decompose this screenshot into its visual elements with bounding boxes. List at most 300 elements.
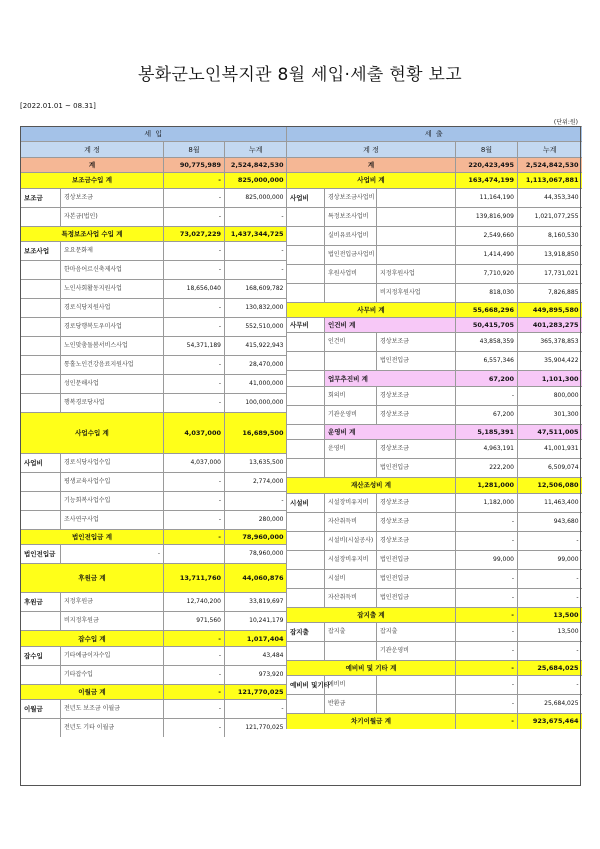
expense-source: 경상보조금 [377,531,456,550]
expense-source: 경상보조금 [377,493,456,512]
expense-cum-value: 1,113,067,881 [518,173,582,188]
expense-source: 경상보조금 [377,405,456,424]
expense-source [377,188,456,207]
revenue-cum-value: 168,609,782 [225,279,287,298]
expense-cum-value: 13,918,850 [518,245,582,264]
expense-group [287,588,325,607]
revenue-cum-value: 78,960,000 [225,545,287,564]
revenue-month-value: 12,740,200 [164,593,225,612]
expense-col-account: 계 정 [287,142,456,157]
expense-month-value: 67,200 [456,405,518,424]
revenue-month-value: - [164,260,225,279]
expense-row [287,371,582,386]
revenue-item: 기능회복사업수입 [61,491,164,510]
expense-group [287,207,325,226]
revenue-month-value: - [164,207,225,226]
revenue-cum-value: 28,470,000 [225,355,287,374]
expense-source: 비지정후원사업 [377,283,456,302]
expense-cum-value: 8,160,530 [518,226,582,245]
expense-subsection-label: 인건비 계 [325,317,456,332]
expense-section-label: 예비비 및 기타 계 [287,660,456,675]
expense-row [287,302,582,317]
revenue-item: 전년도 기타 이월금 [61,719,164,738]
revenue-month-value: - [164,317,225,336]
expense-row [287,531,582,550]
unit-label: (단위:원) [553,119,578,126]
expense-source: 법인전입금 [377,459,456,478]
revenue-row [21,453,287,472]
expense-month-value: 163,474,199 [456,173,518,188]
revenue-cum-value: 2,774,000 [225,472,287,491]
expense-item: 시설장비유지비 [325,493,377,512]
revenue-cum-value: 1,437,344,725 [225,226,287,241]
expense-group [287,695,325,714]
revenue-group: 법인전입금 [21,545,61,564]
expense-subsection-label: 업무추진비 계 [325,371,456,386]
revenue-month-value: - [164,631,225,646]
revenue-month-value [164,545,225,564]
revenue-item: 전년도 보조금 이월금 [61,700,164,719]
revenue-month-value: - [164,374,225,393]
revenue-cum-value: - [225,207,287,226]
expense-month-value: 99,000 [456,550,518,569]
revenue-cum-value: 121,770,025 [225,719,287,738]
revenue-cum-value: 78,960,000 [225,529,287,544]
expense-cum-value: - [518,676,582,695]
expense-cum-value: - [518,569,582,588]
expense-source: 경상보조금 [377,440,456,459]
expense-source: 경상보조금 [377,512,456,531]
expense-month-value: 55,668,296 [456,302,518,317]
expense-month-value: 11,164,190 [456,188,518,207]
expense-section-label: 사무비 계 [287,302,456,317]
expense-row [287,405,582,424]
expense-month-value: - [456,641,518,660]
revenue-section-label: 후원금 계 [21,564,164,593]
revenue-item: 노인사회활동지원사업 [61,279,164,298]
revenue-col-month: 8월 [164,142,225,157]
expense-source: 법인전입금 [377,352,456,371]
revenue-row [21,684,287,699]
expense-cum-value: 12,506,080 [518,478,582,493]
expense-source: 법인전입금 [377,550,456,569]
revenue-section-label: 잡수입 계 [21,631,164,646]
expense-row [287,714,582,729]
expense-row [287,641,582,660]
expense-source: 잡지출 [377,622,456,641]
expense-cum-value: 44,353,340 [518,188,582,207]
revenue-cum-value: 41,000,000 [225,374,287,393]
expense-month-value: - [456,695,518,714]
revenue-row [21,374,287,393]
revenue-item: 성인문해사업 [61,374,164,393]
revenue-item: 자본금(법인) [61,207,164,226]
expense-item [325,459,377,478]
expense-row [287,173,582,188]
revenue-group [21,260,61,279]
expense-month-value: 222,200 [456,459,518,478]
expense-cum-value: 41,001,931 [518,440,582,459]
revenue-table [20,126,287,737]
expense-row [287,226,582,245]
revenue-row [21,700,287,719]
revenue-row [21,646,287,665]
expense-group [287,405,325,424]
expense-item: 반환금 [325,695,377,714]
revenue-total-month: 90,775,989 [164,157,225,172]
expense-month-value: 139,816,909 [456,207,518,226]
expense-month-value: 1,182,000 [456,493,518,512]
revenue-group [21,336,61,355]
revenue-month-value: 73,027,229 [164,226,225,241]
expense-cum-value: 7,826,885 [518,283,582,302]
expense-row [287,660,582,675]
revenue-row [21,665,287,684]
revenue-row [21,529,287,544]
expense-total-label: 계 [287,157,456,172]
expense-row [287,588,582,607]
expense-item: 기관운영비 [325,405,377,424]
expense-cum-value: - [518,588,582,607]
revenue-section-label: 법인전입금 계 [21,529,164,544]
revenue-group [21,491,61,510]
expense-item: 자산취득비 [325,588,377,607]
expense-cum-value: 17,731,021 [518,264,582,283]
revenue-row [21,279,287,298]
expense-cum-value: 449,895,580 [518,302,582,317]
revenue-item: - [61,545,164,564]
expense-month-value: 6,557,346 [456,352,518,371]
revenue-row [21,412,287,453]
expense-source [377,695,456,714]
expense-row [287,493,582,512]
expense-source: 법인전입금 [377,588,456,607]
revenue-item: 비지정후원금 [61,612,164,631]
revenue-row [21,491,287,510]
revenue-cum-value: 13,635,500 [225,453,287,472]
revenue-cum-value: 43,484 [225,646,287,665]
revenue-row [21,631,287,646]
expense-row [287,333,582,352]
revenue-group [21,207,61,226]
page-title: 봉화군노인복지관 8월 세입·세출 현황 보고 [138,65,462,85]
revenue-row [21,719,287,738]
revenue-item: 지정후원금 [61,593,164,612]
revenue-group [21,719,61,738]
expense-item: 경상보조금사업비 [325,188,377,207]
expense-month-value: 2,549,660 [456,226,518,245]
expense-month-value: 67,200 [456,371,518,386]
expense-cum-value: 25,684,025 [518,660,582,675]
revenue-group [21,665,61,684]
revenue-month-value: 13,711,760 [164,564,225,593]
expense-row [287,569,582,588]
revenue-cum-value: 16,689,500 [225,412,287,453]
revenue-month-value: - [164,393,225,412]
expense-month-value: - [456,588,518,607]
expense-group: 시설비 [287,493,325,512]
expense-source: 경상보조금 [377,333,456,352]
expense-item: 운영비 [325,440,377,459]
revenue-section-label: 보조금수입 계 [21,173,164,188]
expense-group [287,424,325,439]
revenue-cum-value: 973,920 [225,665,287,684]
revenue-item: 한마음어르신축제사업 [61,260,164,279]
expense-row [287,207,582,226]
revenue-item: 기타잡수입 [61,665,164,684]
expense-section-label: 잡지출 계 [287,607,456,622]
revenue-item: 경로식당사업수입 [61,453,164,472]
expense-item: 회의비 [325,386,377,405]
revenue-cum-value: 10,241,179 [225,612,287,631]
revenue-total-label: 계 [21,157,164,172]
expense-section-label: 재산조성비 계 [287,478,456,493]
expense-group [287,283,325,302]
expense-item: 자산취득비 [325,512,377,531]
revenue-month-value: 971,560 [164,612,225,631]
revenue-group [21,355,61,374]
revenue-month-value: - [164,665,225,684]
expense-group [287,264,325,283]
expense-month-value: - [456,622,518,641]
revenue-item: 통홀노인건강음료지원사업 [61,355,164,374]
revenue-group [21,317,61,336]
expense-group [287,226,325,245]
revenue-group: 잡수입 [21,646,61,665]
expense-month-value: 50,415,705 [456,317,518,332]
expense-cum-value: 47,511,005 [518,424,582,439]
expense-month-value: 4,963,191 [456,440,518,459]
expense-total-cum: 2,524,842,530 [518,157,582,172]
expense-item: 시설비 [325,569,377,588]
revenue-group: 후원금 [21,593,61,612]
revenue-section-label: 특정보조사업 수입 계 [21,226,164,241]
expense-cum-value: - [518,641,582,660]
expense-cum-value: 923,675,464 [518,714,582,729]
revenue-cum-value: 825,000,000 [225,173,287,188]
expense-item: 법인전입금사업비 [325,245,377,264]
revenue-month-value: 4,037,000 [164,412,225,453]
revenue-group [21,393,61,412]
expense-group [287,440,325,459]
expense-row [287,622,582,641]
expense-group: 사업비 [287,188,325,207]
expense-cum-value: 99,000 [518,550,582,569]
expense-row [287,245,582,264]
revenue-month-value: - [164,173,225,188]
revenue-month-value: 54,371,189 [164,336,225,355]
expense-item [325,641,377,660]
revenue-cum-value: 44,060,876 [225,564,287,593]
expense-cum-value: 25,684,025 [518,695,582,714]
expense-month-value: 5,185,391 [456,424,518,439]
expense-item: 예비비 [325,676,377,695]
revenue-cum-value: 100,000,000 [225,393,287,412]
expense-cum-value: 401,283,275 [518,317,582,332]
expense-month-value: - [456,714,518,729]
revenue-item: 요요문화제 [61,241,164,260]
revenue-group: 이월금 [21,700,61,719]
expense-month-value: 818,030 [456,283,518,302]
expense-item [325,352,377,371]
expense-month-value: - [456,512,518,531]
expense-section-label: 사업비 계 [287,173,456,188]
revenue-cum-value: 130,832,000 [225,298,287,317]
expense-month-value: - [456,676,518,695]
revenue-month-value: - [164,646,225,665]
expense-cum-value: 1,101,300 [518,371,582,386]
expense-cum-value: 301,300 [518,405,582,424]
expense-group: 예비비 및기타 [287,676,325,695]
expense-row [287,424,582,439]
expense-group [287,386,325,405]
expense-row [287,317,582,332]
revenue-row [21,612,287,631]
revenue-row [21,355,287,374]
expense-item: 실비유료사업비 [325,226,377,245]
revenue-month-value: - [164,355,225,374]
revenue-group [21,279,61,298]
revenue-month-value: 18,656,040 [164,279,225,298]
revenue-cum-value: 280,000 [225,510,287,529]
expense-cum-value: 11,463,400 [518,493,582,512]
expense-group [287,550,325,569]
revenue-section-label: 이월금 계 [21,684,164,699]
expense-cum-value: 6,509,074 [518,459,582,478]
expense-cum-value: 13,500 [518,607,582,622]
revenue-group: 보조사업 [21,241,61,260]
revenue-row [21,317,287,336]
expense-group [287,371,325,386]
expense-cum-value: 365,378,853 [518,333,582,352]
expense-row [287,283,582,302]
revenue-section-label: 사업수입 계 [21,412,164,453]
revenue-item: 경로식당지원사업 [61,298,164,317]
revenue-row [21,472,287,491]
revenue-row [21,545,287,564]
expense-source [377,245,456,264]
revenue-header: 세 입 [21,127,287,142]
revenue-cum-value: 1,017,404 [225,631,287,646]
revenue-cum-value: 825,000,000 [225,188,287,207]
expense-group [287,531,325,550]
expense-subsection-label: 운영비 계 [325,424,456,439]
expense-col-month: 8월 [456,142,518,157]
revenue-month-value: - [164,491,225,510]
revenue-row [21,510,287,529]
expense-header: 세 출 [287,127,582,142]
revenue-cum-value: 415,922,943 [225,336,287,355]
expense-source: 경상보조금 [377,386,456,405]
expense-source [377,226,456,245]
expense-row [287,264,582,283]
revenue-cum-value: - [225,260,287,279]
revenue-row [21,393,287,412]
expense-group [287,352,325,371]
expense-row [287,188,582,207]
expense-group [287,459,325,478]
expense-cum-value: 943,680 [518,512,582,531]
revenue-group [21,510,61,529]
expense-month-value: 43,858,359 [456,333,518,352]
expense-row [287,440,582,459]
revenue-row [21,260,287,279]
expense-table [286,126,582,729]
revenue-month-value: - [164,298,225,317]
expense-cum-value: - [518,531,582,550]
revenue-cum-value: 552,510,000 [225,317,287,336]
revenue-item: 경상보조금 [61,188,164,207]
expense-month-value: 1,414,490 [456,245,518,264]
expense-row [287,478,582,493]
revenue-row [21,298,287,317]
expense-col-cum: 누계 [518,142,582,157]
revenue-item: 기타예금이자수입 [61,646,164,665]
revenue-row [21,207,287,226]
revenue-group [21,298,61,317]
revenue-cum-value: 121,770,025 [225,684,287,699]
revenue-month-value: - [164,684,225,699]
expense-row [287,695,582,714]
expense-group [287,512,325,531]
report-period: [2022.01.01 ~ 08.31] [20,102,96,110]
expense-group [287,333,325,352]
expense-group [287,245,325,264]
revenue-group [21,472,61,491]
revenue-row [21,336,287,355]
revenue-month-value: - [164,510,225,529]
revenue-total-cum: 2,524,842,530 [225,157,287,172]
revenue-row [21,241,287,260]
expense-month-value: - [456,660,518,675]
expense-row [287,676,582,695]
expense-source [377,207,456,226]
revenue-month-value: - [164,529,225,544]
expense-month-value: - [456,569,518,588]
expense-month-value: - [456,531,518,550]
revenue-cum-value: - [225,491,287,510]
revenue-item: 행복경로당사업 [61,393,164,412]
expense-cum-value: 35,904,422 [518,352,582,371]
revenue-item: 평생교육사업수입 [61,472,164,491]
expense-item: 시설장비유지비 [325,550,377,569]
revenue-month-value: - [164,188,225,207]
revenue-group [21,612,61,631]
revenue-row [21,173,287,188]
revenue-cum-value: 33,819,697 [225,593,287,612]
revenue-month-value: - [164,472,225,491]
expense-month-value: - [456,386,518,405]
expense-source [377,676,456,695]
revenue-month-value: - [164,700,225,719]
expense-source: 법인전입금 [377,569,456,588]
expense-item: 후원사업비 [325,264,377,283]
expense-row [287,607,582,622]
revenue-col-account: 계 정 [21,142,164,157]
revenue-group: 보조금 [21,188,61,207]
expense-month-value: 7,710,920 [456,264,518,283]
expense-item: 시설비(시설공사) [325,531,377,550]
revenue-item: 조사연구사업 [61,510,164,529]
expense-group [287,641,325,660]
revenue-col-cum: 누계 [225,142,287,157]
expense-month-value: 1,281,000 [456,478,518,493]
expense-row [287,352,582,371]
expense-row [287,512,582,531]
expense-cum-value: 800,000 [518,386,582,405]
revenue-row [21,226,287,241]
revenue-row [21,188,287,207]
